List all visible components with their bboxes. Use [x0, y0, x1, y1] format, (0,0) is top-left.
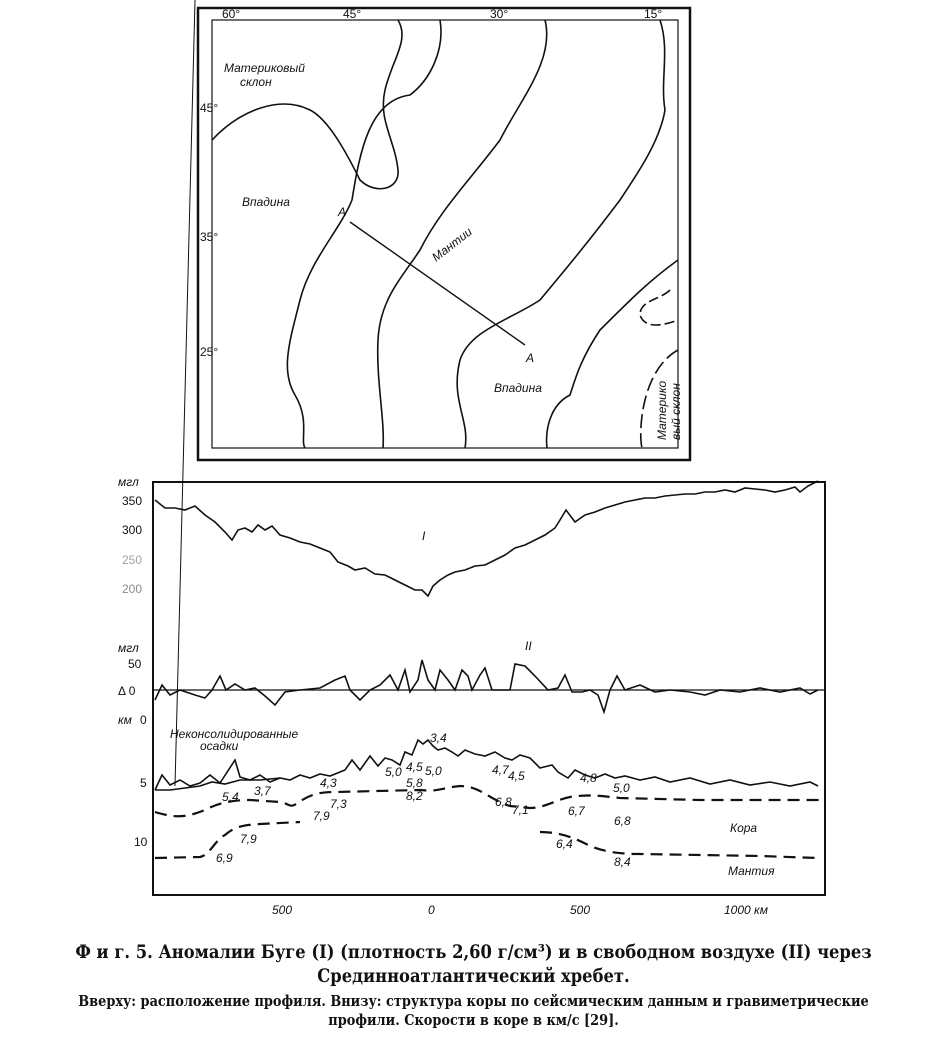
sediments-leader: [175, 0, 195, 786]
velocity-label: 7,1: [512, 803, 529, 817]
unit-mgal-2: мгл: [118, 641, 139, 655]
velocity-label: 3,7: [254, 784, 271, 798]
label-basin-west: Впадина: [242, 195, 290, 209]
map-frame: [198, 8, 690, 460]
point-a-end: A: [526, 351, 535, 365]
contour-continental-slope: [212, 20, 402, 189]
depth-tick: 10: [134, 835, 148, 849]
velocity-label: 6,7: [568, 804, 585, 818]
lat-tick: 25°: [200, 345, 219, 359]
bouguer-curve-I: [155, 481, 818, 596]
label-sediments: Неконсолидированные: [170, 727, 299, 741]
x-tick: 1000 км: [724, 903, 768, 917]
profile-chart: [118, 0, 825, 917]
contour-ridge-east: [457, 20, 665, 448]
bouguer-tick: 350: [122, 494, 143, 508]
velocity-labels: [216, 731, 631, 869]
curve-I-label: I: [422, 529, 426, 543]
depth-tick: 5: [140, 776, 147, 790]
velocity-label: 5,0: [425, 764, 442, 778]
location-map: [198, 7, 690, 460]
freeair-zero: Δ 0: [118, 684, 136, 698]
label-east-slope: Материко: [655, 380, 669, 440]
label-continental-slope: Материковый: [224, 61, 305, 75]
velocity-label: 4,5: [508, 769, 525, 783]
point-a-start: A: [338, 205, 347, 219]
label-sediments-2: осадки: [200, 739, 239, 753]
bouguer-tick: 300: [122, 523, 143, 537]
velocity-label: 4,7: [492, 763, 509, 777]
curve-II-label: II: [525, 639, 532, 653]
unit-km: км: [118, 713, 132, 727]
label-mantle: Мантия: [728, 864, 775, 878]
velocity-label: 4,8: [580, 771, 597, 785]
velocity-label: 5,4: [222, 790, 239, 804]
label-ridge: Мантии: [429, 224, 475, 265]
velocity-label: 6,8: [495, 795, 512, 809]
label-east-slope-2: вый склон: [669, 383, 683, 440]
x-tick: 500: [570, 903, 591, 917]
freeair-curve-II: [155, 660, 818, 712]
figure-caption-title: Ф и г. 5. Аномалии Буге (I) (плотность 2,60 г/см³) и в свободном воздухе (II) через Срединноатлантический хребет.: [75, 941, 872, 987]
velocity-label: 7,9: [240, 832, 257, 846]
velocity-label: 6,4: [556, 837, 573, 851]
bouguer-tick: 200: [122, 582, 143, 596]
velocity-label: 7,9: [313, 809, 330, 823]
lon-tick: 15°: [644, 7, 663, 21]
seafloor-curve: [155, 740, 818, 790]
velocity-label: 6,9: [216, 851, 233, 865]
bouguer-tick: 250: [122, 553, 143, 567]
lat-tick: 45°: [200, 101, 219, 115]
velocity-label: 6,8: [614, 814, 631, 828]
lon-tick: 30°: [490, 7, 509, 21]
lat-tick: 35°: [200, 230, 219, 244]
unit-mgal: мгл: [118, 475, 139, 489]
label-basin-east: Впадина: [494, 381, 542, 395]
lon-tick: 45°: [343, 7, 362, 21]
velocity-label: 7,3: [330, 797, 347, 811]
velocity-label: 5,8: [406, 776, 423, 790]
freeair-tick: 50: [128, 657, 142, 671]
contour-west-basin: [287, 20, 441, 448]
moho-boundary-east: [540, 832, 818, 858]
lon-tick: 60°: [222, 7, 241, 21]
velocity-label: 3,4: [430, 731, 447, 745]
velocity-label: 5,0: [613, 781, 630, 795]
depth-tick: 0: [140, 713, 147, 727]
profile-line-a-a: [350, 222, 525, 345]
figure-caption-text: Вверху: расположение профиля. Внизу: структура коры по сейсмическим данным и гравиметрические профили. Скорости в коре в км/с [29].: [78, 992, 869, 1029]
velocity-label: 8,4: [614, 855, 631, 869]
velocity-label: 4,3: [320, 776, 337, 790]
velocity-label: 5,0: [385, 765, 402, 779]
velocity-label: 4,5: [406, 760, 423, 774]
x-tick: 0: [428, 903, 435, 917]
x-tick: 500: [272, 903, 293, 917]
map-inner-frame: [212, 20, 678, 448]
label-continental-slope-2: склон: [240, 75, 272, 89]
contour-east-slope: [640, 290, 678, 325]
velocity-label: 8,2: [406, 789, 423, 803]
label-crust: Кора: [730, 821, 758, 835]
